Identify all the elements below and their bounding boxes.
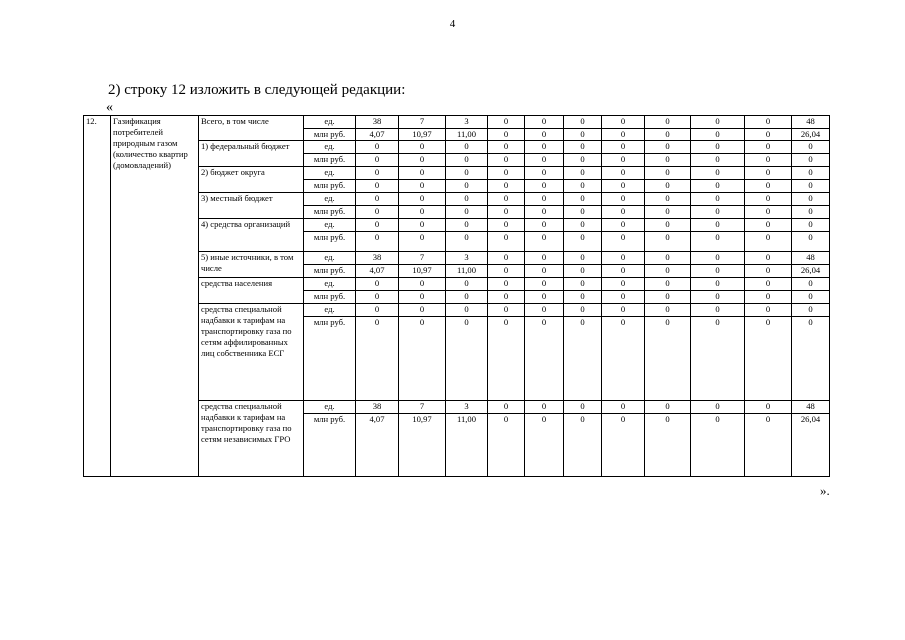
- value-cell: 0: [691, 116, 745, 129]
- total-cell: 0: [792, 193, 830, 206]
- value-cell: 0: [602, 193, 645, 206]
- value-cell: 0: [645, 317, 691, 401]
- value-cell: 0: [399, 193, 446, 206]
- total-cell: 0: [792, 219, 830, 232]
- value-cell: 0: [564, 206, 602, 219]
- source-label: 4) средства организаций: [199, 219, 304, 252]
- value-cell: 0: [446, 317, 488, 401]
- total-cell: 48: [792, 401, 830, 414]
- value-cell: 0: [356, 167, 399, 180]
- value-cell: 7: [399, 401, 446, 414]
- value-cell: 0: [525, 291, 564, 304]
- value-cell: 0: [525, 129, 564, 141]
- value-cell: 0: [525, 232, 564, 252]
- value-cell: 0: [645, 219, 691, 232]
- value-cell: 0: [488, 265, 525, 278]
- value-cell: 0: [564, 265, 602, 278]
- value-cell: 0: [564, 180, 602, 193]
- value-cell: 0: [446, 167, 488, 180]
- value-cell: 0: [399, 219, 446, 232]
- value-cell: 0: [745, 219, 792, 232]
- value-cell: 0: [446, 141, 488, 154]
- value-cell: 0: [691, 141, 745, 154]
- value-cell: 0: [488, 154, 525, 167]
- value-cell: 0: [525, 304, 564, 317]
- value-cell: 0: [564, 232, 602, 252]
- value-cell: 0: [602, 317, 645, 401]
- value-cell: 0: [399, 278, 446, 291]
- value-cell: 0: [356, 278, 399, 291]
- total-cell: 26,04: [792, 414, 830, 477]
- value-cell: 0: [691, 401, 745, 414]
- value-cell: 0: [602, 141, 645, 154]
- value-cell: 0: [691, 265, 745, 278]
- value-cell: 3: [446, 401, 488, 414]
- value-cell: 7: [399, 252, 446, 265]
- unit-cell: ед.: [304, 252, 356, 265]
- value-cell: 0: [356, 154, 399, 167]
- value-cell: 0: [645, 291, 691, 304]
- source-label: средства специальной надбавки к тарифам на транспортировку газа по сетям аффилированных лиц собственника ЕСГ: [199, 304, 304, 401]
- value-cell: 0: [446, 291, 488, 304]
- value-cell: 0: [602, 252, 645, 265]
- source-label: 1) федеральный бюджет: [199, 141, 304, 167]
- value-cell: 0: [488, 167, 525, 180]
- value-cell: 0: [525, 180, 564, 193]
- value-cell: 38: [356, 401, 399, 414]
- unit-cell: ед.: [304, 116, 356, 129]
- value-cell: 0: [602, 401, 645, 414]
- value-cell: 0: [446, 206, 488, 219]
- value-cell: 0: [525, 154, 564, 167]
- value-cell: 0: [356, 232, 399, 252]
- value-cell: 0: [399, 291, 446, 304]
- value-cell: 0: [356, 206, 399, 219]
- value-cell: 0: [691, 129, 745, 141]
- value-cell: 4,07: [356, 129, 399, 141]
- row-number: 12.: [84, 116, 111, 477]
- value-cell: 0: [488, 414, 525, 477]
- financing-table: [83, 115, 830, 477]
- table-row: [84, 116, 830, 129]
- unit-cell: ед.: [304, 167, 356, 180]
- value-cell: 0: [691, 154, 745, 167]
- value-cell: 0: [399, 304, 446, 317]
- total-cell: 0: [792, 141, 830, 154]
- closing-quote: ».: [820, 483, 830, 498]
- total-cell: 48: [792, 252, 830, 265]
- value-cell: 0: [745, 291, 792, 304]
- value-cell: 0: [446, 180, 488, 193]
- value-cell: 0: [602, 219, 645, 232]
- value-cell: 0: [399, 167, 446, 180]
- unit-cell: млн руб.: [304, 414, 356, 477]
- value-cell: 0: [399, 317, 446, 401]
- value-cell: 4,07: [356, 265, 399, 278]
- value-cell: 0: [602, 304, 645, 317]
- unit-cell: млн руб.: [304, 129, 356, 141]
- unit-cell: млн руб.: [304, 180, 356, 193]
- value-cell: 0: [564, 219, 602, 232]
- value-cell: 0: [564, 414, 602, 477]
- value-cell: 0: [356, 180, 399, 193]
- value-cell: 0: [602, 180, 645, 193]
- value-cell: 0: [446, 232, 488, 252]
- value-cell: 0: [446, 304, 488, 317]
- value-cell: 0: [564, 129, 602, 141]
- unit-cell: ед.: [304, 401, 356, 414]
- value-cell: 0: [645, 193, 691, 206]
- total-cell: 0: [792, 317, 830, 401]
- value-cell: 0: [525, 206, 564, 219]
- value-cell: 0: [564, 401, 602, 414]
- row-title: Газификация потребителей природным газом (количество квартир (домовладений): [111, 116, 199, 477]
- value-cell: 0: [691, 304, 745, 317]
- unit-cell: млн руб.: [304, 154, 356, 167]
- value-cell: 0: [525, 401, 564, 414]
- source-label: Всего, в том числе: [199, 116, 304, 141]
- value-cell: 0: [602, 206, 645, 219]
- unit-cell: ед.: [304, 219, 356, 232]
- value-cell: 0: [645, 232, 691, 252]
- source-label: 3) местный бюджет: [199, 193, 304, 219]
- value-cell: 0: [645, 129, 691, 141]
- value-cell: 3: [446, 252, 488, 265]
- value-cell: 0: [399, 180, 446, 193]
- value-cell: 0: [745, 304, 792, 317]
- source-label: средства населения: [199, 278, 304, 304]
- value-cell: 0: [488, 232, 525, 252]
- source-label: 5) иные источники, в том числе: [199, 252, 304, 278]
- value-cell: 0: [602, 278, 645, 291]
- value-cell: 0: [399, 154, 446, 167]
- value-cell: 0: [525, 414, 564, 477]
- value-cell: 0: [745, 167, 792, 180]
- total-cell: 0: [792, 278, 830, 291]
- value-cell: 0: [525, 219, 564, 232]
- value-cell: 0: [602, 414, 645, 477]
- value-cell: 38: [356, 116, 399, 129]
- value-cell: 0: [745, 180, 792, 193]
- unit-cell: млн руб.: [304, 291, 356, 304]
- value-cell: 0: [645, 252, 691, 265]
- value-cell: 0: [602, 129, 645, 141]
- total-cell: 0: [792, 167, 830, 180]
- value-cell: 11,00: [446, 414, 488, 477]
- value-cell: 0: [564, 304, 602, 317]
- unit-cell: ед.: [304, 304, 356, 317]
- value-cell: 0: [645, 116, 691, 129]
- total-cell: 0: [792, 232, 830, 252]
- value-cell: 0: [691, 414, 745, 477]
- value-cell: 0: [356, 304, 399, 317]
- value-cell: 0: [691, 291, 745, 304]
- value-cell: 0: [691, 219, 745, 232]
- value-cell: 0: [645, 180, 691, 193]
- value-cell: 0: [645, 154, 691, 167]
- value-cell: 0: [645, 265, 691, 278]
- value-cell: 0: [645, 206, 691, 219]
- unit-cell: ед.: [304, 278, 356, 291]
- value-cell: 0: [488, 317, 525, 401]
- value-cell: 4,07: [356, 414, 399, 477]
- total-cell: 26,04: [792, 265, 830, 278]
- unit-cell: ед.: [304, 193, 356, 206]
- value-cell: 0: [691, 193, 745, 206]
- value-cell: 0: [356, 291, 399, 304]
- value-cell: 0: [446, 219, 488, 232]
- value-cell: 0: [488, 129, 525, 141]
- value-cell: 0: [564, 141, 602, 154]
- value-cell: 0: [691, 206, 745, 219]
- value-cell: 0: [488, 291, 525, 304]
- total-cell: 0: [792, 180, 830, 193]
- value-cell: 7: [399, 116, 446, 129]
- value-cell: 0: [399, 206, 446, 219]
- value-cell: 0: [745, 193, 792, 206]
- value-cell: 11,00: [446, 129, 488, 141]
- amendment-heading: 2) строку 12 изложить в следующей редакции:: [108, 82, 406, 98]
- value-cell: 0: [564, 278, 602, 291]
- value-cell: 0: [488, 219, 525, 232]
- value-cell: 0: [564, 154, 602, 167]
- value-cell: 3: [446, 116, 488, 129]
- value-cell: 0: [525, 167, 564, 180]
- value-cell: 0: [488, 401, 525, 414]
- value-cell: 0: [564, 291, 602, 304]
- value-cell: 0: [645, 141, 691, 154]
- value-cell: 0: [691, 232, 745, 252]
- unit-cell: млн руб.: [304, 206, 356, 219]
- value-cell: 0: [525, 193, 564, 206]
- opening-quote: «: [106, 100, 113, 115]
- value-cell: 0: [446, 154, 488, 167]
- total-cell: 26,04: [792, 129, 830, 141]
- value-cell: 0: [564, 252, 602, 265]
- source-label: 2) бюджет округа: [199, 167, 304, 193]
- value-cell: 0: [691, 180, 745, 193]
- value-cell: 0: [691, 278, 745, 291]
- value-cell: 0: [356, 141, 399, 154]
- total-cell: 0: [792, 291, 830, 304]
- value-cell: 0: [745, 154, 792, 167]
- unit-cell: ед.: [304, 141, 356, 154]
- value-cell: 0: [488, 304, 525, 317]
- value-cell: 0: [645, 401, 691, 414]
- value-cell: 0: [745, 252, 792, 265]
- value-cell: 0: [564, 116, 602, 129]
- value-cell: 0: [745, 401, 792, 414]
- value-cell: 10,97: [399, 129, 446, 141]
- value-cell: 0: [602, 167, 645, 180]
- unit-cell: млн руб.: [304, 232, 356, 252]
- value-cell: 0: [488, 252, 525, 265]
- source-label: средства специальной надбавки к тарифам на транспортировку газа по сетям независимых ГРО: [199, 401, 304, 477]
- value-cell: 0: [525, 141, 564, 154]
- value-cell: 0: [488, 278, 525, 291]
- value-cell: 0: [488, 180, 525, 193]
- value-cell: 0: [645, 278, 691, 291]
- value-cell: 0: [525, 317, 564, 401]
- value-cell: 0: [745, 414, 792, 477]
- unit-cell: млн руб.: [304, 317, 356, 401]
- value-cell: 0: [691, 167, 745, 180]
- value-cell: 0: [745, 206, 792, 219]
- value-cell: 0: [488, 193, 525, 206]
- value-cell: 0: [488, 116, 525, 129]
- value-cell: 0: [691, 317, 745, 401]
- value-cell: 0: [745, 116, 792, 129]
- value-cell: 0: [446, 193, 488, 206]
- value-cell: 0: [525, 278, 564, 291]
- value-cell: 0: [525, 116, 564, 129]
- value-cell: 0: [602, 291, 645, 304]
- value-cell: 0: [564, 193, 602, 206]
- value-cell: 0: [745, 129, 792, 141]
- total-cell: 0: [792, 304, 830, 317]
- value-cell: 0: [525, 252, 564, 265]
- value-cell: 0: [745, 232, 792, 252]
- value-cell: 0: [602, 265, 645, 278]
- value-cell: 38: [356, 252, 399, 265]
- value-cell: 11,00: [446, 265, 488, 278]
- value-cell: 0: [602, 232, 645, 252]
- value-cell: 0: [645, 304, 691, 317]
- value-cell: 0: [446, 278, 488, 291]
- value-cell: 0: [525, 265, 564, 278]
- value-cell: 0: [488, 141, 525, 154]
- total-cell: 48: [792, 116, 830, 129]
- total-cell: 0: [792, 154, 830, 167]
- page-number: 4: [449, 18, 456, 30]
- value-cell: 0: [691, 252, 745, 265]
- value-cell: 0: [745, 265, 792, 278]
- value-cell: 0: [745, 278, 792, 291]
- value-cell: 0: [745, 141, 792, 154]
- value-cell: 0: [399, 232, 446, 252]
- value-cell: 0: [645, 414, 691, 477]
- value-cell: 0: [356, 219, 399, 232]
- total-cell: 0: [792, 206, 830, 219]
- value-cell: 10,97: [399, 265, 446, 278]
- value-cell: 0: [564, 317, 602, 401]
- value-cell: 0: [488, 206, 525, 219]
- value-cell: 0: [602, 154, 645, 167]
- value-cell: 0: [399, 141, 446, 154]
- value-cell: 0: [602, 116, 645, 129]
- value-cell: 0: [645, 167, 691, 180]
- value-cell: 10,97: [399, 414, 446, 477]
- unit-cell: млн руб.: [304, 265, 356, 278]
- value-cell: 0: [564, 167, 602, 180]
- value-cell: 0: [356, 317, 399, 401]
- value-cell: 0: [745, 317, 792, 401]
- value-cell: 0: [356, 193, 399, 206]
